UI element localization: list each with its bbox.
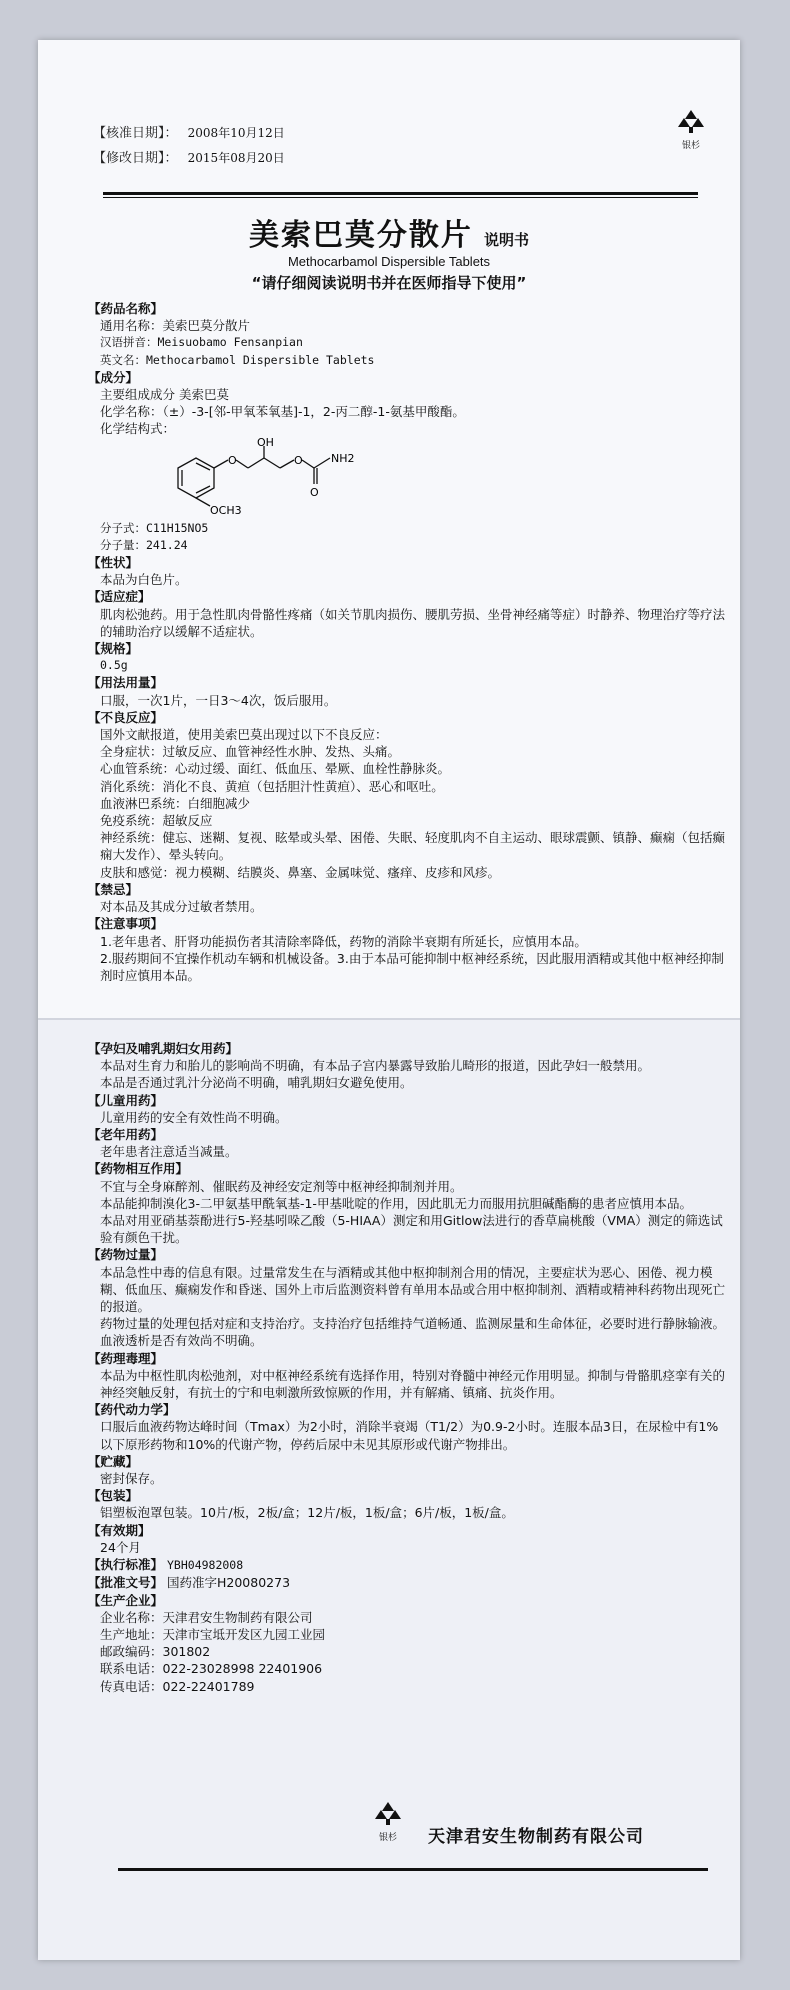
dosage-text: 口服，一次1片，一日3～4次，饭后服用。: [100, 692, 337, 708]
adverse-line: 血液淋巴系统：白细胞减少: [100, 795, 251, 811]
drug-title: 美索巴莫分散片: [248, 218, 473, 253]
package-heading: 【包装】: [88, 1488, 139, 1504]
manufacturer-address: 生产地址：天津市宝坻开发区九园工业园: [100, 1626, 326, 1642]
children-heading: 【儿童用药】: [88, 1092, 164, 1108]
composition-heading: 【成分】: [88, 369, 139, 385]
title-suffix: 说明书: [484, 231, 530, 249]
main-ingredient: 主要组成成分 美索巴莫: [100, 387, 229, 403]
overdose-heading: 【药物过量】: [88, 1247, 164, 1263]
approve-date-value: 2008年10月12日: [187, 126, 285, 140]
interactions-heading: 【药物相互作用】: [88, 1161, 189, 1177]
pharmacokinetics-heading: 【药代动力学】: [88, 1402, 176, 1418]
footer-logo: [373, 1800, 403, 1843]
indications-text: 肌肉松弛药。用于急性肌肉骨骼性疼痛（如关节肌肉损伤、腰肌劳损、坐骨神经痛等症）时静养、物理治疗等疗法的辅助治疗以缓解不适症状。: [100, 606, 726, 639]
footer-rule: [118, 1868, 708, 1871]
leaflet-content-bottom: [88, 1040, 728, 1695]
dosage-heading: 【用法用量】: [88, 675, 164, 691]
atom-oh: OH: [257, 437, 274, 449]
validity-text: 24个月: [100, 1539, 141, 1555]
character-heading: 【性状】: [88, 555, 139, 571]
atom-o3: O: [310, 485, 319, 499]
validity-heading: 【有效期】: [88, 1522, 151, 1538]
adverse-heading: 【不良反应】: [88, 709, 164, 725]
pharmacology-line: 本品为中枢性肌肉松弛剂，对中枢神经系统有选择作用，特别对脊髓中神经元作用明显。抑制与骨骼肌痉挛有关的神经突触反射，有抗士的宁和电刺激所致惊厥的作用，并有解痛、镇痛、抗炎作用。: [100, 1367, 726, 1401]
children-text: 儿童用药的安全有效性尚不明确。: [100, 1109, 288, 1125]
structure-diagram: [148, 438, 408, 520]
manufacturer-phone: 联系电话：022-23028998 22401906: [100, 1661, 323, 1677]
english-name: 英文名：Methocarbamol Dispersible Tablets: [100, 352, 375, 367]
english-title: Methocarbamol Dispersible Tablets: [287, 254, 491, 269]
adverse-line: 免疫系统：超敏反应: [100, 813, 213, 829]
header-logo: [676, 108, 706, 151]
footer-fir-logo-icon: [373, 1800, 403, 1826]
fir-logo-icon: [676, 108, 706, 134]
atom-o2: O: [294, 453, 303, 467]
adverse-line: 全身症状：过敏反应、血管神经性水肿、发热、头痛。: [100, 744, 401, 760]
adverse-line: 皮肤和感觉：视力模糊、结膜炎、鼻塞、金属味觉、瘙痒、皮疹和风疹。: [100, 864, 501, 880]
leaflet-content-top: [88, 300, 728, 984]
interaction-line: 不宜与全身麻醉剂、催眠药及神经安定剂等中枢神经抑制剂并用。: [100, 1178, 463, 1194]
approval-row: [88, 1574, 728, 1591]
manufacturer-heading: 【生产企业】: [88, 1592, 164, 1608]
header-logo-text: 银杉: [681, 141, 700, 151]
molecular-formula: 分子式：C11H15NO5: [100, 520, 209, 535]
revise-date-label: 【修改日期】：: [93, 151, 178, 166]
manufacturer-fax: 传真电话：022-22401789: [100, 1678, 255, 1694]
chemical-name: 化学名称：（±）-3-[邻-甲氧苯氧基]-1，2-丙二醇-1-氨基甲酸酯。: [100, 404, 465, 420]
atom-och3: OCH3: [210, 503, 242, 517]
usage-warning: “请仔细阅读说明书并在医师指导下使用”: [251, 274, 527, 292]
adverse-line: 心血管系统：心动过缓、面红、低血压、晕厥、血栓性静脉炎。: [100, 761, 451, 777]
footer-logo-text: 银杉: [378, 1833, 397, 1843]
atom-nh2: NH2: [331, 451, 355, 465]
storage-heading: 【贮藏】: [88, 1453, 139, 1469]
adverse-line: 国外文献报道，使用美索巴莫出现过以下不良反应：: [100, 727, 388, 743]
header-rule: [103, 192, 698, 195]
footer-company-name: 天津君安生物制药有限公司: [428, 1827, 644, 1847]
fold-line: [38, 1018, 740, 1020]
storage-text: 密封保存。: [100, 1471, 163, 1487]
title-row: [38, 210, 740, 254]
approval-heading: 【批准文号】: [88, 1575, 164, 1591]
revise-date-row: [93, 147, 285, 166]
header-rule-thin: [103, 197, 698, 198]
precautions-heading: 【注意事项】: [88, 916, 164, 932]
elderly-text: 老年患者注意适当减量。: [100, 1144, 238, 1160]
pharmacokinetics-text: 口服后血液药物达峰时间（Tmax）为2小时，消除半衰竭（T1/2）为0.9-2小时。连服本品3日，在尿检中有1%以下原形药物和10%的代谢产物，停药后尿中未见其原形或代谢产物排出。: [100, 1419, 719, 1452]
elderly-heading: 【老年用药】: [88, 1127, 164, 1143]
precaution-line: 2.服药期间不宜操作机动车辆和机械设备。3.由于本品可能抑制中枢神经系统，因此服用酒精或其他中枢神经抑制剂时应慎用本品。: [100, 950, 724, 983]
spec-heading: 【规格】: [88, 641, 139, 657]
adverse-line: 消化系统：消化不良、黄疸（包括胆汁性黄疸）、恶心和呕吐。: [100, 778, 444, 794]
indications-heading: 【适应症】: [88, 589, 151, 605]
manufacturer-postcode: 邮政编码：301802: [100, 1644, 211, 1660]
spec-text: 0.5g: [100, 658, 128, 673]
manufacturer-name: 企业名称：天津君安生物制药有限公司: [100, 1609, 313, 1625]
adverse-line: 神经系统：健忘、迷糊、复视、眩晕或头晕、困倦、失眠、轻度肌肉不自主运动、眼球震颤、镇静、癫痫（包括癫痫大发作）、晕头转向。: [100, 830, 726, 863]
contra-text: 对本品及其成分过敏者禁用。: [100, 899, 263, 915]
standard-heading: 【执行标准】: [88, 1557, 164, 1573]
standard-row: [88, 1556, 728, 1574]
approval-text: 国药准字H20080273: [167, 1575, 291, 1591]
interaction-line: 本品能抑制溴化3-二甲氨基甲酰氧基-1-甲基吡啶的作用，因此肌无力而服用抗胆碱酯酶的患者应慎用本品。: [100, 1195, 692, 1211]
pregnancy-line: 本品是否通过乳汁分泌尚不明确，哺乳期妇女避免使用。: [100, 1075, 413, 1091]
precaution-line: 1.老年患者、肝肾功能损伤者其清除率降低，药物的消除半衰期有所延长，应慎用本品。: [100, 933, 587, 949]
revise-date-value: 2015年08月20日: [187, 151, 285, 165]
package-text: 铝塑板泡罩包装。10片/板，2板/盒；12片/板，1板/盒；6片/板，1板/盒。: [100, 1505, 514, 1521]
contra-heading: 【禁忌】: [88, 881, 139, 897]
molecular-weight: 分子量：241.24: [100, 537, 188, 552]
structure-label: 化学结构式：: [100, 421, 176, 437]
chemical-structure: [148, 438, 728, 520]
pregnancy-line: 本品对生育力和胎儿的影响尚不明确，有本品子宫内暴露导致胎儿畸形的报道，因此孕妇一般禁用。: [100, 1058, 651, 1074]
interaction-line: 本品对用亚硝基萘酚进行5-羟基吲哚乙酸（5-HIAA）测定和用Gitlow法进行的香草扁桃酸（VMA）测定的筛选试验有颜色干扰。: [100, 1213, 723, 1246]
character-text: 本品为白色片。: [100, 572, 188, 588]
leaflet-sheet: [38, 40, 740, 1960]
pinyin-name: 汉语拼音：Meisuobamo Fensanpian: [100, 335, 303, 350]
approve-date-row: [93, 122, 285, 141]
overdose-line: 药物过量的处理包括对症和支持治疗。支持治疗包括维持气道畅通、监测尿量和生命体征，必要时进行静脉输液。血液透析是否有效尚不明确。: [100, 1316, 726, 1349]
pharmacology-heading: 【药理毒理】: [88, 1350, 164, 1366]
atom-o1: O: [228, 453, 237, 467]
standard-text: YBH04982008: [167, 1558, 244, 1573]
name-heading: 【药品名称】: [88, 301, 164, 316]
overdose-line: 本品急性中毒的信息有限。过量常发生在与酒精或其他中枢抑制剂合用的情况，主要症状为恶心、困倦、视力模糊、低血压、癫痫发作和昏迷、国外上市后监测资料曾有单用本品或合用中枢抑制剂、酒精或精神科药物出现死亡的报道。: [100, 1264, 726, 1315]
approve-date-label: 【核准日期】：: [93, 126, 178, 141]
generic-name: 通用名称：美索巴莫分散片: [100, 318, 251, 334]
pregnancy-heading: 【孕妇及哺乳期妇女用药】: [88, 1041, 239, 1056]
